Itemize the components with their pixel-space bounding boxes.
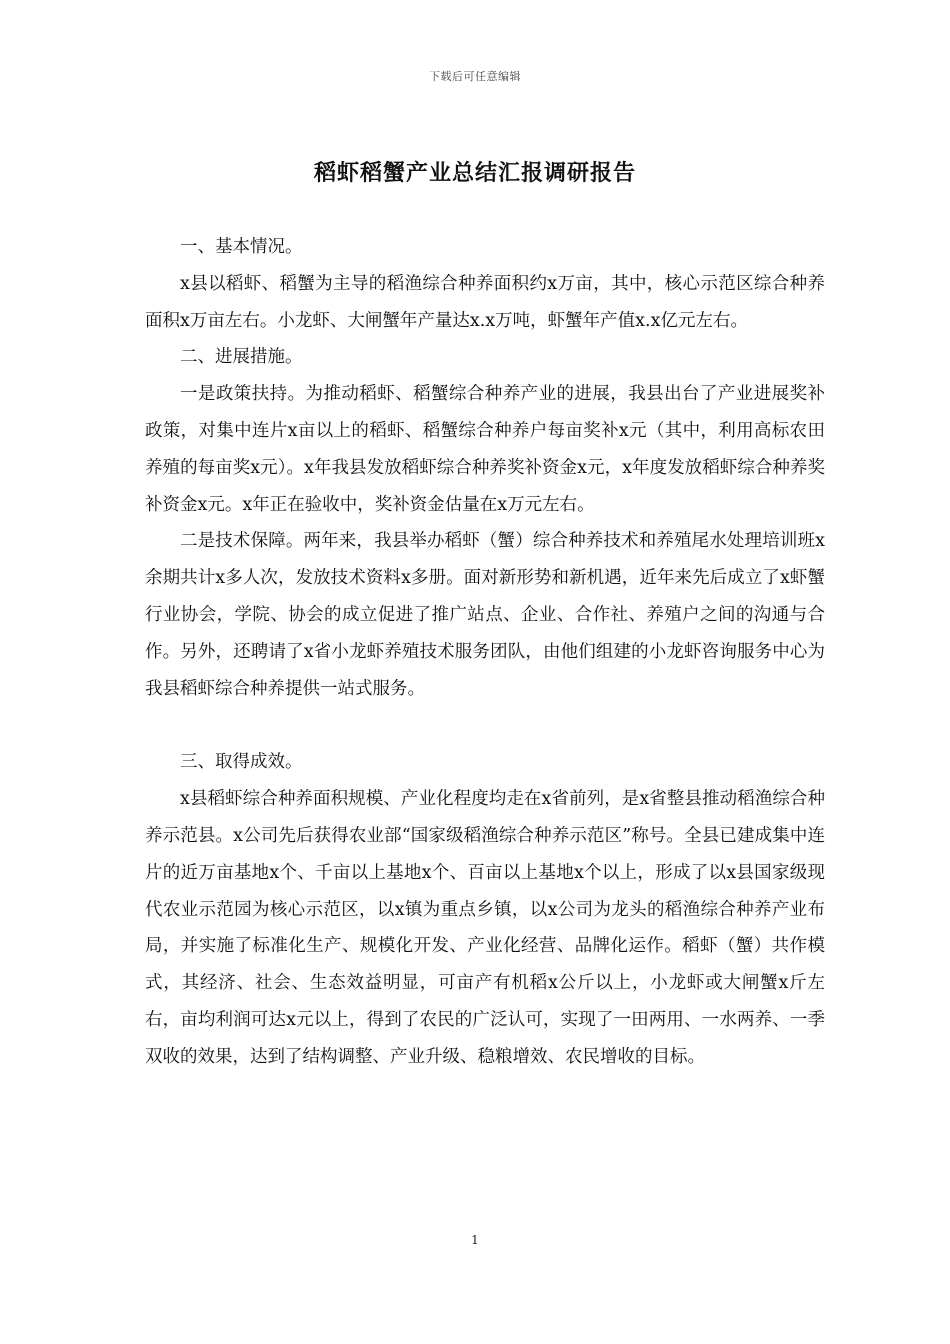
paragraph-basic-situation: x县以稻虾、稻蟹为主导的稻渔综合种养面积约x万亩，其中，核心示范区综合种养面积x万亩左右。小龙虾、大闸蟹年产量达x.x万吨，虾蟹年产值x.x亿元左右。 xyxy=(145,273,825,331)
section-heading-basic-situation: 一、基本情况。 xyxy=(180,237,303,257)
paragraph-technical-support: 二是技术保障。两年来，我县举办稻虾（蟹）综合种养技术和养殖尾水处理培训班x余期共计x多人次，发放技术资料x多册。面对新形势和新机遇，近年来先后成立了x虾蟹行业协会，学院、协会的成立促进了推广站点、企业、合作社、养殖户之间的沟通与合作。另外，还聘请了x省小龙虾养殖技术服务团队，由他们组建的小龙虾咨询服务中心为我县稻虾综合种养提供一站式服务。 xyxy=(145,531,825,699)
page-number: 1 xyxy=(471,1233,479,1247)
header-note: 下载后可任意编辑 xyxy=(429,70,521,83)
document-title: 稻虾稻蟹产业总结汇报调研报告 xyxy=(313,160,636,186)
paragraph-policy-support: 一是政策扶持。为推动稻虾、稻蟹综合种养产业的进展，我县出台了产业进展奖补政策，对集中连片x亩以上的稻虾、稻蟹综合种养户每亩奖补x元（其中，利用高标农田养殖的每亩奖x元）。x年我县发放稻虾综合种养奖补资金x元，x年度发放稻虾综合种养奖补资金x元。x年正在验收中，奖补资金估量在x万元左右。 xyxy=(145,384,825,515)
document-body xyxy=(145,229,825,1076)
section-heading-measures: 二、进展措施。 xyxy=(180,347,303,368)
paragraph-results: x县稻虾综合种养面积规模、产业化程度均走在x省前列，是x省整县推动稻渔综合种养示范县。x公司先后获得农业部“国家级稻渔综合种养示范区”称号。全县已建成集中连片的近万亩基地x个、千亩以上基地x个、百亩以上基地x个以上，形成了以x县国家级现代农业示范园为核心示范区，以x镇为重点乡镇，以x公司为龙头的稻渔综合种养产业布局，并实施了标准化生产、规模化开发、产业化经营、品牌化运作。稻虾（蟹）共作模式，其经济、社会、生态效益明显，可亩产有机稻x公斤以上，小龙虾或大闸蟹x斤左右，亩均利润可达x元以上，得到了农民的广泛认可，实现了一田两用、一水两养、一季双收的效果，达到了结构调整、产业升级、稳粮增效、农民增收的目标。 xyxy=(145,789,825,1067)
section-heading-results: 三、取得成效。 xyxy=(180,752,303,773)
